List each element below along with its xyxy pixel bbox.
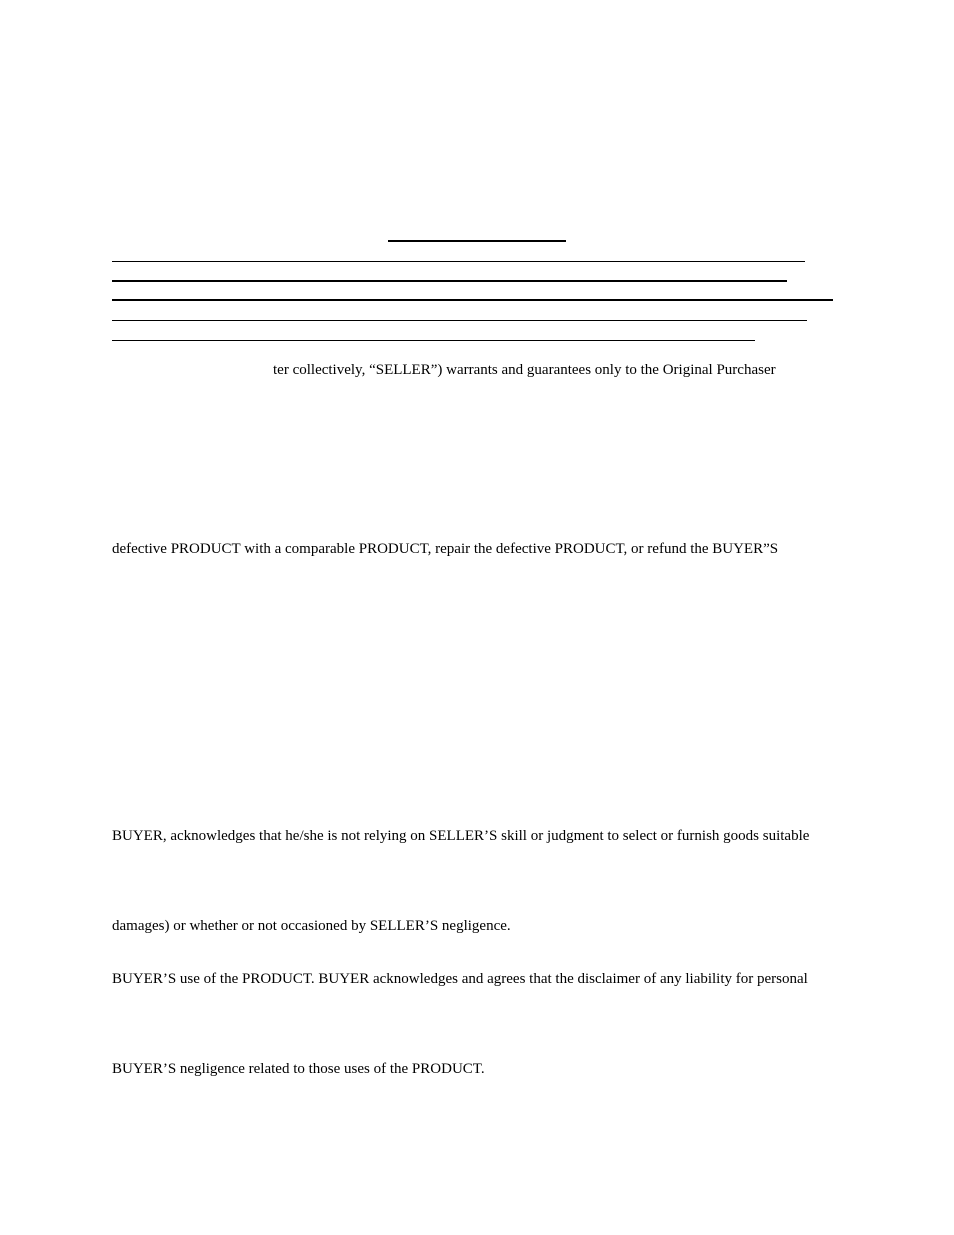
- heading-underline-4: [112, 320, 807, 321]
- paragraph-line-defective-product: defective PRODUCT with a comparable PRODUCT, repair the defective PRODUCT, or refund the BUYER”S: [112, 541, 779, 557]
- title-underline: [388, 240, 566, 242]
- paragraph-line-buyer-negligence: BUYER’S negligence related to those uses of the PRODUCT.: [112, 1061, 485, 1077]
- paragraph-line-buyer-use: BUYER’S use of the PRODUCT. BUYER acknowledges and agrees that the disclaimer of any liability for personal: [112, 971, 808, 987]
- heading-underline-3: [112, 299, 833, 301]
- paragraph-line-buyer-acknowledges: BUYER, acknowledges that he/she is not relying on SELLER’S skill or judgment to select or furnish goods suitable: [112, 828, 810, 844]
- heading-underline-1: [112, 261, 805, 262]
- heading-underline-2: [112, 280, 787, 282]
- paragraph-line-seller-warranty: ter collectively, “SELLER”) warrants and guarantees only to the Original Purchaser: [273, 362, 776, 378]
- paragraph-line-damages: damages) or whether or not occasioned by SELLER’S negligence.: [112, 918, 511, 934]
- heading-underline-5: [112, 340, 755, 341]
